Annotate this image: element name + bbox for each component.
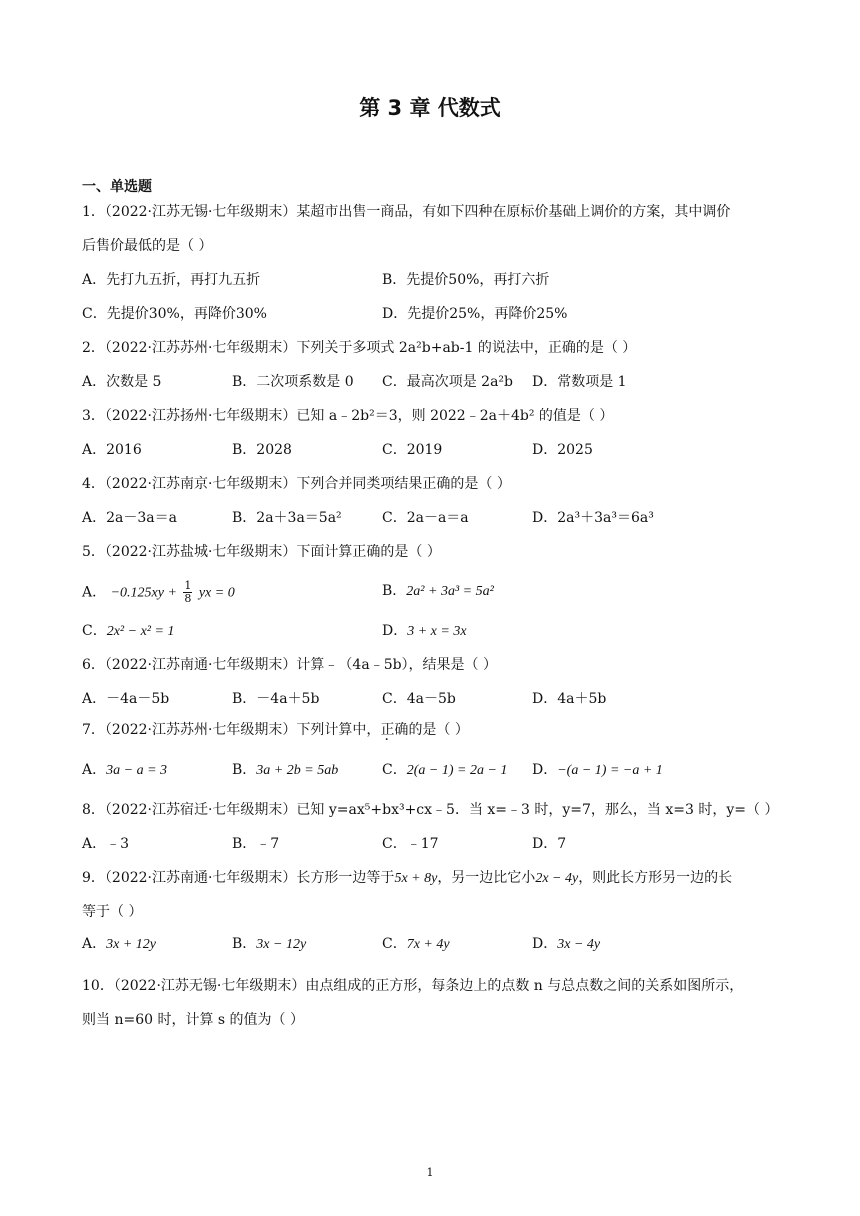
question-5-option-a: [82, 580, 235, 605]
question-6-option-a: A．－4a－5b: [82, 691, 170, 707]
question-1-line-2: 后售价最低的是（ ）: [82, 238, 213, 254]
option-c-label: C．: [82, 623, 107, 639]
option-c-label: C．: [382, 762, 407, 778]
question-5-line-1: 5．（2022·江苏盐城·七年级期末）下面计算正确的是（ ）: [82, 544, 441, 560]
emphasis-text: 正确: [380, 722, 409, 738]
question-7-option-b: [232, 761, 338, 780]
question-6-option-c: C．4a－5b: [382, 691, 456, 707]
question-2-option-d: D．常数项是 1: [532, 374, 627, 390]
question-2-option-c: C．最高次项是 2a²b: [382, 374, 513, 390]
question-1-option-d: D．先提价25%，再降价25%: [382, 306, 568, 322]
option-b-math: 2a² + 3a³ = 5a²: [406, 584, 494, 599]
fraction: [183, 580, 192, 605]
option-a-label: A．: [82, 584, 107, 601]
option-b-label: B．: [232, 936, 257, 952]
question-1-option-b: B．先提价50%，再打六折: [382, 272, 550, 288]
question-5-option-b: [382, 582, 494, 601]
question-6-option-d: D．4a＋5b: [532, 691, 607, 707]
question-7-text-c: 的是（ ）: [408, 722, 469, 738]
section-heading: 一、单选题: [82, 179, 152, 195]
question-8-option-a: A．﹣3: [82, 836, 130, 852]
option-a-math: 3x + 12y: [106, 937, 156, 952]
question-8-option-b: B．﹣7: [232, 836, 280, 852]
option-a-math-part-2: yx = 0: [198, 585, 235, 601]
question-5-option-d: [382, 622, 467, 641]
question-3-option-d: D．2025: [532, 442, 593, 458]
question-8-line-1: 8．（2022·江苏宿迁·七年级期末）已知 y=ax⁵+bx³+cx﹣5．当 x=﹣3 时，y=7，那么，当 x=3 时，y=（ ）: [82, 802, 779, 818]
option-a-math: 3a − a = 3: [106, 763, 168, 778]
question-1-option-c: C．先提价30%，再降价30%: [82, 306, 267, 322]
question-4-option-d: D．2a³＋3a³＝6a³: [532, 510, 654, 526]
question-9-line-1: [82, 869, 732, 888]
question-9-math-2: 2x − 4y: [535, 871, 579, 886]
option-b-label: B．: [382, 583, 407, 599]
option-d-math: 3 + x = 3x: [407, 624, 467, 639]
option-d-label: D．: [532, 762, 558, 778]
question-6-line-1: 6．（2022·江苏南通·七年级期末）计算﹣（4a﹣5b），结果是（ ）: [82, 657, 498, 673]
question-9-text-a: 9．（2022·江苏南通·七年级期末）长方形一边等于: [82, 870, 395, 886]
question-7-line-1: [82, 721, 469, 739]
option-d-math: −(a − 1) = −a + 1: [557, 763, 663, 778]
question-3-option-c: C．2019: [382, 442, 443, 458]
question-2-option-b: B．二次项系数是 0: [232, 374, 354, 390]
question-3-option-a: A．2016: [82, 442, 142, 458]
question-4-option-c: C．2a－a＝a: [382, 510, 469, 526]
question-9-math-1: 5x + 8y: [394, 871, 438, 886]
question-3-option-b: B．2028: [232, 442, 292, 458]
fraction-denominator: 8: [184, 592, 192, 605]
option-c-math: 7x + 4y: [406, 937, 450, 952]
question-4-option-b: B．2a＋3a＝5a²: [232, 510, 342, 526]
option-b-math: 3x − 12y: [256, 937, 307, 952]
question-2-option-a: A．次数是 5: [82, 374, 162, 390]
question-5-option-c: [82, 622, 174, 641]
question-4-option-a: A．2a－3a＝a: [82, 510, 177, 526]
option-a-math-part-1: −0.125xy +: [110, 585, 177, 601]
option-a-label: A．: [82, 762, 107, 778]
question-2-line-1: 2．（2022·江苏苏州·七年级期末）下列关于多项式 2a²b+ab-1 的说法中，正确的是（ ）: [82, 340, 637, 356]
question-7-option-a: [82, 761, 167, 780]
question-1-option-a: A．先打九五折，再打九五折: [82, 272, 261, 288]
question-9-line-2: 等于（ ）: [82, 904, 143, 920]
question-7-option-c: [382, 761, 507, 780]
question-7-text-a: 7．（2022·江苏苏州·七年级期末）下列计算中，: [82, 722, 381, 738]
fraction-numerator: 1: [184, 579, 192, 592]
option-d-label: D．: [532, 936, 558, 952]
question-9-option-c: [382, 935, 450, 954]
question-9-option-d: [532, 935, 600, 954]
option-c-label: C．: [382, 936, 407, 952]
page-title: 第 3 章 代数式: [359, 96, 501, 120]
question-6-option-b: B．－4a＋5b: [232, 691, 320, 707]
page-number: 1: [426, 1166, 434, 1179]
option-c-math: 2x² − x² = 1: [106, 624, 175, 639]
option-d-label: D．: [382, 623, 408, 639]
question-4-line-1: 4．（2022·江苏南京·七年级期末）下列合并同类项结果正确的是（ ）: [82, 476, 511, 492]
question-9-text-c: ，则此长方形另一边的长: [578, 870, 733, 886]
question-10-line-2: 则当 n=60 时，计算 s 的值为（ ）: [82, 1012, 304, 1028]
question-9-text-b: ，另一边比它小: [437, 870, 536, 886]
option-b-math: 3a + 2b = 5ab: [256, 763, 339, 778]
question-1-line-1: 1．（2022·江苏无锡·七年级期末）某超市出售一商品，有如下四种在原标价基础上调价的方案，其中调价: [82, 204, 731, 220]
question-10-line-1: 10．（2022·江苏无锡·七年级期末）由点组成的正方形，每条边上的点数 n 与总点数之间的关系如图所示，: [82, 978, 744, 994]
question-9-option-a: [82, 935, 156, 954]
question-9-option-b: [232, 935, 306, 954]
option-d-math: 3x − 4y: [557, 937, 601, 952]
question-3-line-1: 3．（2022·江苏扬州·七年级期末）已知 a﹣2b²＝3，则 2022﹣2a＋4b² 的值是（ ）: [82, 408, 614, 424]
option-c-math: 2(a − 1) = 2a − 1: [406, 763, 508, 778]
option-a-label: A．: [82, 936, 107, 952]
option-b-label: B．: [232, 762, 257, 778]
question-7-option-d: [532, 761, 663, 780]
question-8-option-c: C．﹣17: [382, 836, 439, 852]
question-8-option-d: D．7: [532, 836, 567, 852]
